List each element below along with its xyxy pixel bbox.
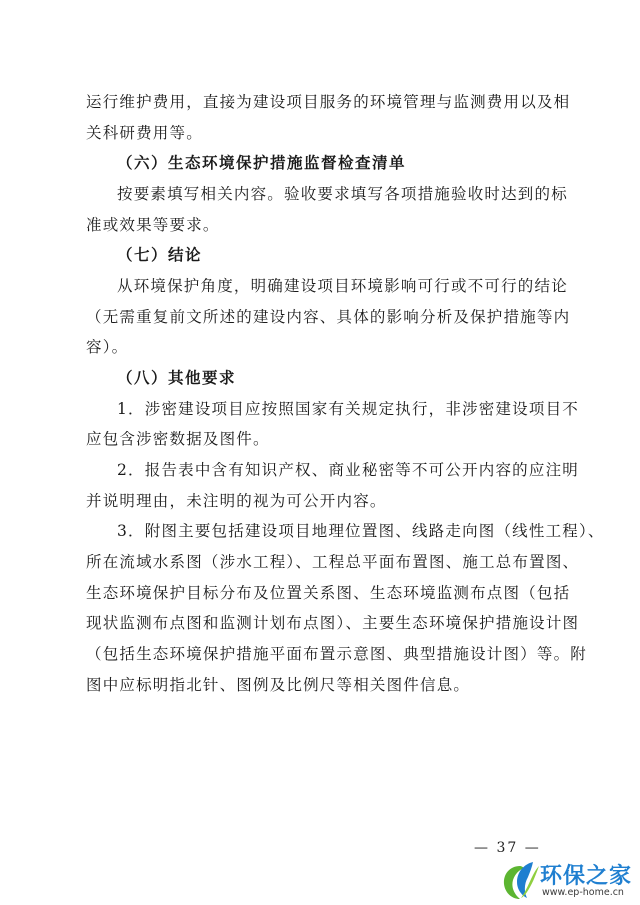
leaf-logo-icon bbox=[500, 858, 540, 902]
paragraph-line: 关科研费用等。 bbox=[86, 124, 203, 142]
paragraph-line: 准或效果等要求。 bbox=[86, 216, 220, 234]
paragraph-line: 3．附图主要包括建设项目地理位置图、线路走向图（线性工程）、 bbox=[117, 522, 605, 540]
watermark-url: www.ep-home.cn bbox=[542, 887, 624, 898]
section-heading-6: （六）生态环境保护措施监督检查清单 bbox=[117, 154, 407, 172]
paragraph-line: 并说明理由，未注明的视为可公开内容。 bbox=[86, 492, 387, 510]
paragraph-line: 图中应标明指北针、图例及比例尺等相关图件信息。 bbox=[86, 676, 471, 694]
watermark-brand: 环保之家 bbox=[540, 864, 633, 889]
paragraph-line: 从环境保护角度，明确建设项目环境影响可行或不可行的结论 bbox=[117, 277, 568, 295]
section-heading-7: （七）结论 bbox=[117, 246, 203, 264]
paragraph-line: 按要素填写相关内容。验收要求填写各项措施验收时达到的标 bbox=[117, 185, 568, 203]
paragraph-line: 应包含涉密数据及图件。 bbox=[86, 430, 270, 448]
paragraph-line: 运行维护费用，直接为建设项目服务的环境管理与监测费用以及相 bbox=[86, 93, 571, 111]
paragraph-line: 生态环境保护目标分布及位置关系图、生态环境监测布点图（包括 bbox=[86, 584, 571, 602]
paragraph-line: 1．涉密建设项目应按照国家有关规定执行，非涉密建设项目不 bbox=[117, 400, 579, 418]
paragraph-line: 2．报告表中含有知识产权、商业秘密等不可公开内容的应注明 bbox=[117, 461, 579, 479]
paragraph-line: 容）。 bbox=[86, 338, 129, 356]
page-number: — 37 — bbox=[474, 840, 541, 856]
paragraph-line: （包括生态环境保护措施平面布置示意图、典型措施设计图）等。附 bbox=[86, 645, 588, 663]
section-heading-8: （八）其他要求 bbox=[117, 369, 237, 387]
paragraph-line: （无需重复前文所述的建设内容、具体的影响分析及保护措施等内 bbox=[86, 308, 571, 326]
watermark bbox=[500, 858, 640, 905]
paragraph-line: 所在流域水系图（涉水工程）、工程总平面布置图、施工总布置图、 bbox=[86, 553, 580, 571]
paragraph-line: 现状监测布点图和监测计划布点图）、主要生态环境保护措施设计图 bbox=[86, 614, 580, 632]
